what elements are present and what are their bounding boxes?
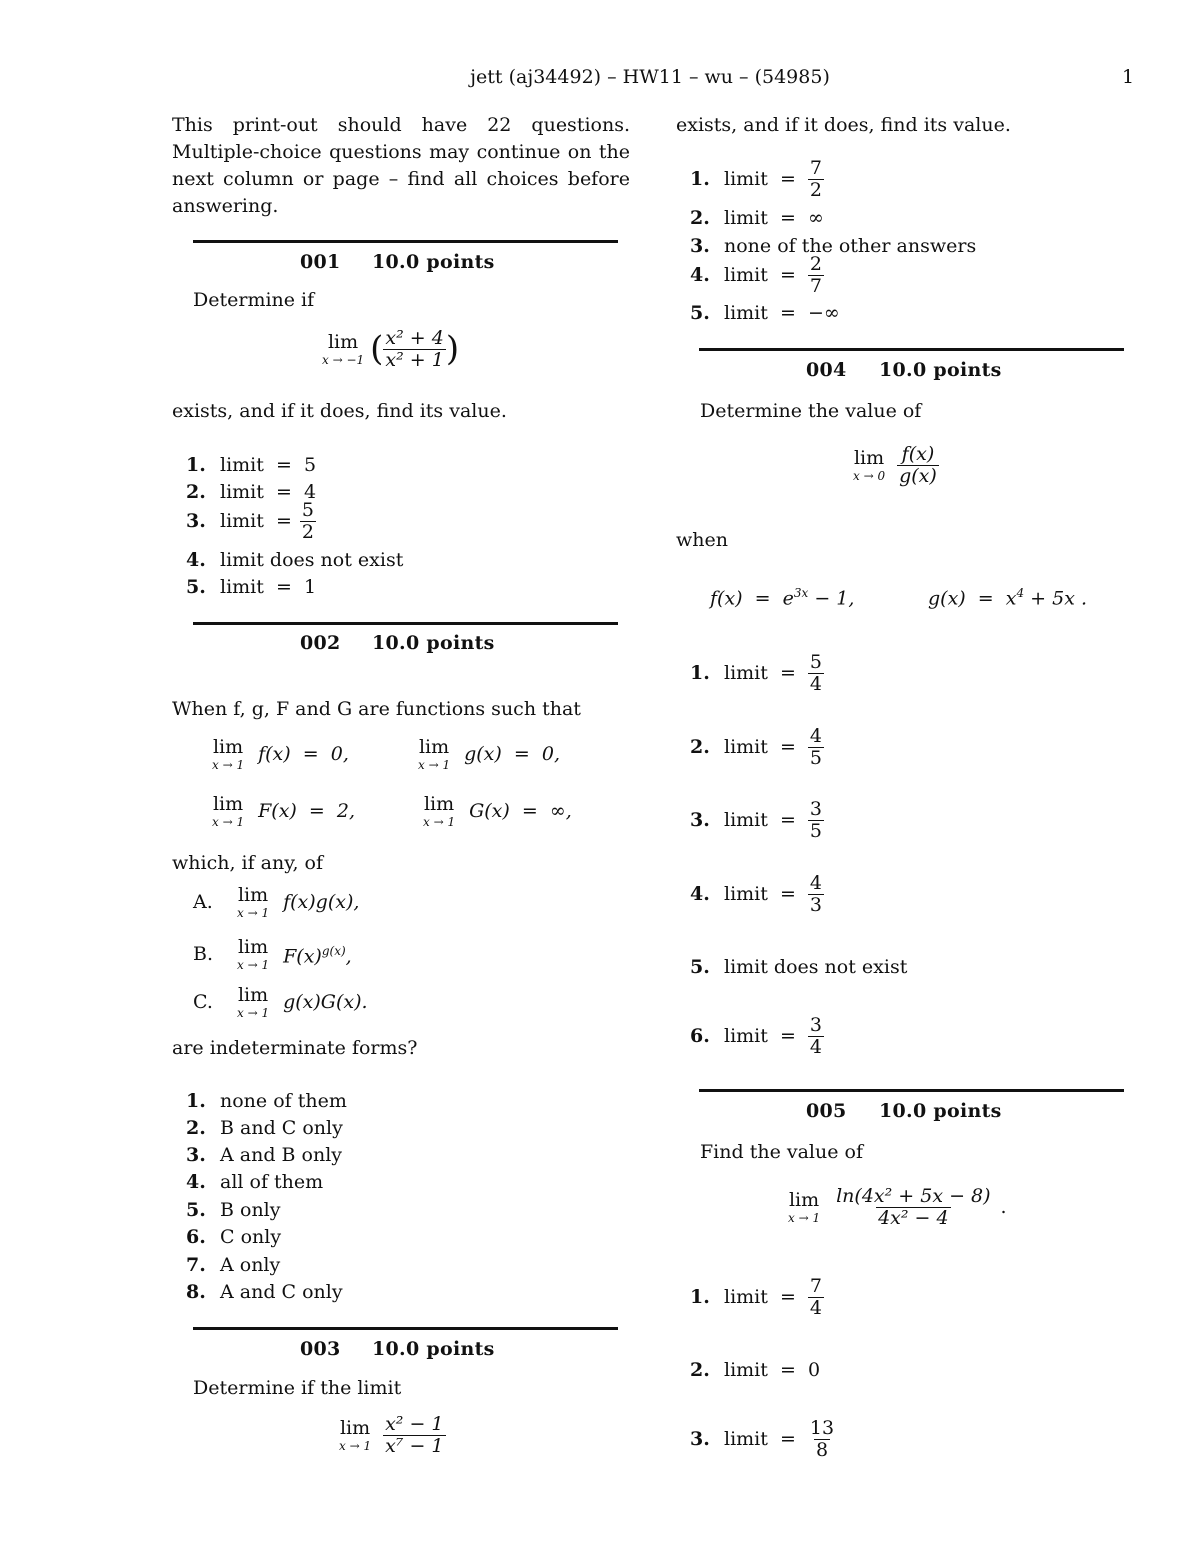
question-points-001: 10.0 points	[372, 251, 495, 273]
option-002-6[interactable]: 6. C only	[186, 1226, 282, 1248]
paren-right: )	[445, 329, 460, 370]
option-003-4[interactable]: 4. limit = $\frac{2}{7}$	[690, 253, 822, 297]
option-004-3[interactable]: 3. limit = $\frac{3}{5}$	[690, 798, 822, 842]
formula-001	[322, 328, 459, 370]
question-number-003: 003	[300, 1338, 341, 1360]
question-number-004: 004	[806, 359, 847, 381]
option-001-3[interactable]: 3. limit = $\frac{5}{2}$	[186, 499, 314, 543]
option-001-2[interactable]: 2. limit = 4	[186, 481, 317, 503]
den-001: x² + 1	[385, 348, 444, 371]
after-002: are indeterminate forms?	[172, 1037, 418, 1059]
option-002-3[interactable]: 3. A and B only	[186, 1144, 343, 1166]
question-points-004: 10.0 points	[879, 359, 1002, 381]
header-title: jett (aj34492) – HW11 – wu – (54985)	[470, 66, 830, 88]
cond-G: lim x → 1 G(x) = ∞,	[423, 793, 572, 829]
lim-label-001: lim	[327, 330, 359, 353]
cond-g: lim x → 1 g(x) = 0,	[418, 736, 561, 772]
question-number-002: 002	[300, 632, 341, 654]
option-002-1[interactable]: 1. none of them	[186, 1090, 347, 1112]
after-003: exists, and if it does, find its value.	[676, 114, 1011, 136]
rule-003	[193, 1327, 618, 1330]
option-005-2[interactable]: 2. limit = 0	[690, 1359, 821, 1381]
option-003-1[interactable]: 1. limit = $\frac{7}{2}$	[690, 157, 822, 201]
option-001-1[interactable]: 1. limit = 5	[186, 454, 317, 476]
prompt-005: Find the value of	[700, 1141, 863, 1163]
which-002: which, if any, of	[172, 852, 324, 874]
prompt-002: When f, g, F and G are functions such that	[172, 698, 581, 720]
cond-f: lim x → 1 f(x) = 0,	[212, 736, 349, 772]
rule-002	[193, 622, 618, 625]
option-002-7[interactable]: 7. A only	[186, 1254, 281, 1276]
when-004: when	[676, 529, 728, 551]
paren-left: (	[370, 329, 384, 370]
option-004-1[interactable]: 1. limit = $\frac{5}{4}$	[690, 651, 822, 695]
question-number-001: 001	[300, 251, 341, 273]
formula-005: lim x → 1 $\frac{\text{ln(4x² + 5x − 8)}}{\text{4x² − 4}}$ .	[788, 1185, 1007, 1229]
formula-003: lim x → 1 $\frac{\text{x² − 1}}{\text{x⁷ − 1}}$	[339, 1413, 444, 1457]
item-A: A. lim x → 1 f(x)g(x),	[193, 884, 360, 920]
g-def-004: $g(x) = x^4 + 5x$ .	[928, 586, 1088, 610]
page-number: 1	[1122, 66, 1135, 88]
option-003-5[interactable]: 5. limit = −∞	[690, 302, 840, 324]
option-002-5[interactable]: 5. B only	[186, 1199, 281, 1221]
after-001: exists, and if it does, find its value.	[172, 400, 507, 422]
option-004-5[interactable]: 5. limit does not exist	[690, 956, 908, 978]
intro-text: This print-out should have 22 questions. Multiple-choice questions may continue on the next column or page – find all choices before answering.	[172, 114, 630, 217]
option-001-5[interactable]: 5. limit = 1	[186, 576, 317, 598]
option-005-3[interactable]: 3. limit = $\frac{13}{8}$	[690, 1417, 835, 1461]
option-005-1[interactable]: 1. limit = $\frac{7}{4}$	[690, 1275, 822, 1319]
option-002-4[interactable]: 4. all of them	[186, 1171, 324, 1193]
option-002-2[interactable]: 2. B and C only	[186, 1117, 343, 1139]
cond-F: lim x → 1 F(x) = 2,	[212, 793, 356, 829]
option-003-2[interactable]: 2. limit = ∞	[690, 207, 824, 229]
option-004-2[interactable]: 2. limit = $\frac{4}{5}$	[690, 725, 822, 769]
question-number-005: 005	[806, 1100, 847, 1122]
question-points-003: 10.0 points	[372, 1338, 495, 1360]
formula-004: lim x → 0 $\frac{f(x)}{g(x)}$	[853, 443, 937, 487]
prompt-004: Determine the value of	[700, 400, 922, 422]
question-points-005: 10.0 points	[879, 1100, 1002, 1122]
rule-005	[699, 1089, 1124, 1092]
option-001-4[interactable]: 4. limit does not exist	[186, 549, 404, 571]
prompt-003: Determine if the limit	[193, 1377, 402, 1399]
option-004-6[interactable]: 6. limit = $\frac{3}{4}$	[690, 1014, 822, 1058]
prompt-001: Determine if	[193, 289, 315, 311]
rule-004	[699, 348, 1124, 351]
item-B: B. lim x → 1 $F(x)^{g(x)}$,	[193, 936, 352, 972]
f-def-004: $f(x) = e^{3x} - 1$,	[710, 586, 855, 610]
option-002-8[interactable]: 8. A and C only	[186, 1281, 343, 1303]
item-C: C. lim x → 1 g(x)G(x).	[193, 984, 368, 1020]
question-points-002: 10.0 points	[372, 632, 495, 654]
option-003-3[interactable]: 3. none of the other answers	[690, 235, 977, 257]
rule-001	[193, 240, 618, 243]
option-004-4[interactable]: 4. limit = $\frac{4}{3}$	[690, 872, 822, 916]
lim-sub-001: x → −1	[322, 352, 365, 367]
num-001: x² + 4	[385, 327, 444, 349]
